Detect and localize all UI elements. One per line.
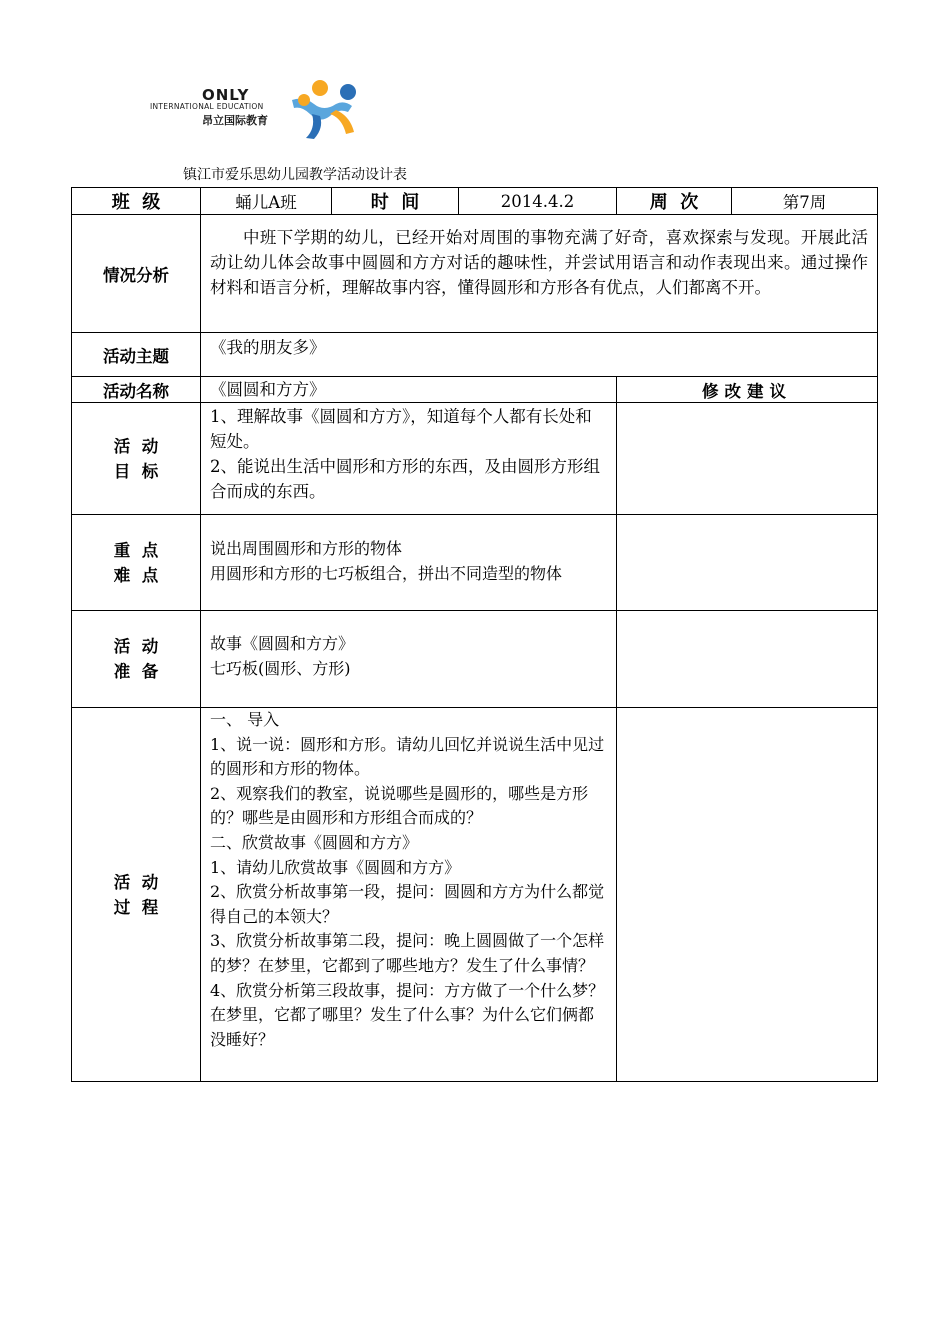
- preparation-line: 七巧板(圆形、方形): [210, 659, 351, 678]
- week-value: 第7周: [732, 188, 878, 215]
- theme-label: 活动主题: [72, 333, 201, 377]
- goal-line: 1、理解故事《圆圆和方方》，知道每个人都有长处和短处。: [210, 407, 592, 451]
- goals-label-line2: 目 标: [113, 461, 159, 481]
- logo-figure-icon: [286, 78, 358, 140]
- time-value: 2014.4.2: [459, 188, 617, 215]
- analysis-text: 中班下学期的幼儿，已经开始对周围的事物充满了好奇，喜欢探索与发现。开展此活动让幼儿体会故事中圆圆和方方对话的趣味性，并尝试用语言和动作表现出来。通过操作材料和语言分析，理解故事内容，懂得圆形和方形各有优点，人们都离不开。: [210, 228, 868, 297]
- process-line: 2、观察我们的教室，说说哪些是圆形的，哪些是方形的？哪些是由圆形和方形组合而成的？: [210, 783, 589, 828]
- goals-label: [72, 403, 201, 515]
- document-title: 镇江市爱乐思幼儿园教学活动设计表: [183, 167, 407, 183]
- time-label: 时 间: [332, 188, 459, 215]
- name-label: 活动名称: [72, 377, 201, 403]
- logo-subtitle: INTERNATIONAL EDUCATION: [150, 102, 264, 111]
- class-value: 蛹儿A班: [201, 188, 332, 215]
- analysis-label: 情况分析: [72, 215, 201, 333]
- keypoint-line: 用圆形和方形的七巧板组合，拼出不同造型的物体: [210, 564, 563, 583]
- process-line: 2、欣赏分析故事第一段，提问：圆圆和方方为什么都觉得自己的本领大？: [210, 882, 605, 926]
- theme-value: 《我的朋友多》: [201, 333, 878, 377]
- keypoints-label-line2: 难 点: [113, 565, 159, 585]
- week-label: 周 次: [617, 188, 732, 215]
- keypoint-line: 说出周围圆形和方形的物体: [210, 539, 403, 558]
- keypoints-row: [72, 515, 878, 611]
- goals-content: [201, 403, 617, 515]
- process-label-line2: 过 程: [113, 897, 159, 917]
- preparation-label: [72, 611, 201, 708]
- process-suggestion-cell[interactable]: [617, 708, 878, 1082]
- suggestion-header: 修改建议: [617, 377, 878, 403]
- goals-suggestion-cell[interactable]: [617, 403, 878, 515]
- header-row: [72, 188, 878, 215]
- class-label: 班 级: [72, 188, 201, 215]
- preparation-label-line1: 活 动: [113, 637, 159, 656]
- name-value: 《圆圆和方方》: [201, 377, 617, 403]
- keypoints-suggestion-cell[interactable]: [617, 515, 878, 611]
- process-label-line1: 活 动: [113, 872, 159, 892]
- process-line: 3、欣赏分析故事第二段，提问：晚上圆圆做了一个怎样的梦？在梦里，它都到了哪些地方？发生了什么事情？: [210, 931, 605, 975]
- goal-line: 2、能说出生活中圆形和方形的东西，及由圆形方形组合而成的东西。: [210, 457, 600, 501]
- analysis-content: [201, 215, 878, 333]
- process-line: 4、欣赏分析第三段故事，提问：方方做了一个什么梦？在梦里，它都了哪里？发生了什么事？为什么它们俩都没睡好？: [210, 980, 605, 1049]
- logo: [150, 78, 360, 140]
- preparation-suggestion-cell[interactable]: [617, 611, 878, 708]
- process-line: 一、 导入: [210, 710, 280, 729]
- process-row: [72, 708, 878, 1082]
- process-label: [72, 708, 201, 1082]
- preparation-content: [201, 611, 617, 708]
- process-line: 1、请幼儿欣赏故事《圆圆和方方》: [210, 857, 461, 877]
- name-row: [72, 377, 878, 403]
- logo-chinese-name: 昂立国际教育: [202, 114, 268, 127]
- preparation-row: [72, 611, 878, 708]
- preparation-line: 故事《圆圆和方方》: [210, 634, 355, 653]
- goals-label-line1: 活 动: [113, 436, 159, 456]
- theme-row: [72, 333, 878, 377]
- process-line: 1、说一说：圆形和方形。请幼儿回忆并说说生活中见过的圆形和方形的物体。: [210, 734, 605, 779]
- process-line: 二、欣赏故事《圆圆和方方》: [210, 832, 419, 852]
- logo-brand-text: ONLY: [202, 86, 250, 104]
- keypoints-label-line1: 重 点: [113, 540, 159, 560]
- keypoints-label: [72, 515, 201, 611]
- activity-design-table: [71, 187, 878, 1082]
- process-content: [201, 708, 617, 1082]
- goals-row: [72, 403, 878, 515]
- keypoints-content: [201, 515, 617, 611]
- preparation-label-line2: 准 备: [113, 662, 159, 681]
- analysis-row: [72, 215, 878, 333]
